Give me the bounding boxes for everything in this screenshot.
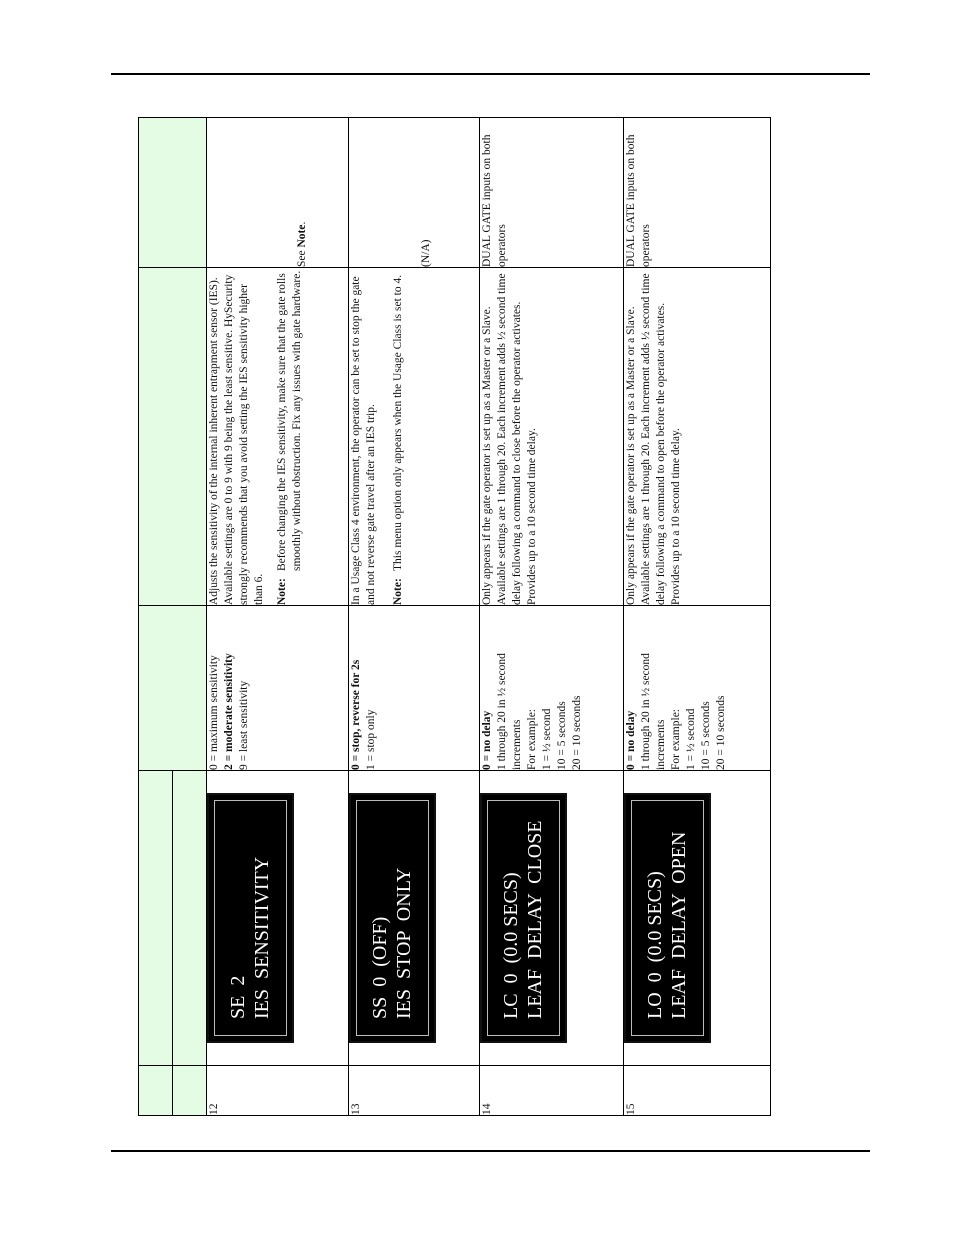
lcd-line-2: LEAF DELAY OPEN (668, 831, 690, 1019)
setting-option: 0 = maximum sensitivity (208, 655, 220, 770)
setting-default: 0 = no delay (625, 710, 637, 770)
description-cell: Only appears if the gate operator is set up as a Master or a Slave. Available settings are 1 through 20. Each increment adds ½ second time delay following a command to open before the operator activates. Provides up to a 10 second time delay. (624, 268, 771, 606)
note (275, 268, 305, 605)
menu-table-rotated (138, 118, 770, 1116)
header-cell-settings (139, 606, 207, 771)
note-text: Before changing the IES sensitivity, make sure that the gate rolls smoothly without obstruction. Fix any issues with gate hardware. (275, 270, 303, 571)
settings-cell (349, 606, 480, 771)
reference-prefix: See (296, 247, 308, 267)
description-text: Adjusts the sensitivity of the internal inherent entrapment sensor (IES). Available settings are 0 to 9 with 9 being the least sensitive. HySecurity strongly recommends that you avoid setting the IES sensitivity higher than 6. (208, 274, 265, 605)
lcd-line-2: IES SENSITIVITY (251, 856, 273, 1019)
lcd-display (624, 793, 711, 1043)
lcd-cell (624, 771, 771, 1066)
lcd-display (480, 793, 567, 1043)
lcd-line-2: LEAF DELAY CLOSE (524, 820, 546, 1019)
setting-option: 20 = 10 seconds (570, 695, 583, 770)
table-row (480, 118, 624, 1116)
table-row (624, 118, 771, 1116)
lcd-line-2: IES STOP ONLY (393, 867, 415, 1019)
description-cell: Only appears if the gate operator is set up as a Master or a Slave. Available settings are 1 through 20. Each increment adds ½ second time delay following a command to close before the operator activates. Provides up to a 10 second time delay. (480, 268, 624, 606)
lcd-cell (207, 771, 349, 1066)
setting-option: 10 = 5 seconds (555, 701, 568, 770)
settings-cell (207, 606, 349, 771)
row-number: 15 (624, 1066, 771, 1116)
setting-default: 0 = stop, reverse for 2s (350, 659, 362, 770)
header-cell-display (139, 771, 173, 1066)
header-cell-description (139, 268, 207, 606)
setting-option: 9 = least sensitivity (237, 680, 250, 770)
table-row (207, 118, 349, 1116)
description-cell (349, 268, 480, 606)
reference-cell: (N/A) (349, 118, 480, 268)
lcd-cell (349, 771, 480, 1066)
description-cell (207, 268, 349, 606)
header-cell-reference (139, 118, 207, 268)
lcd-line-1: LO 0 (0.0 SECS) (644, 871, 666, 1019)
header-rule (111, 73, 870, 75)
row-number: 14 (480, 1066, 624, 1116)
lcd-cell (480, 771, 624, 1066)
reference-note-link: Note (296, 224, 308, 248)
footer-rule (111, 1150, 870, 1152)
setting-option: 1 = ½ second (540, 708, 553, 770)
settings-cell (480, 606, 624, 771)
reference-cell: DUAL GATE inputs on both operators (480, 118, 624, 268)
reference-suffix: . (296, 221, 308, 225)
subheader-cell-display (173, 771, 207, 1066)
note-label: Note: (391, 578, 404, 605)
setting-option: 10 = 5 seconds (699, 701, 712, 770)
table-row (349, 118, 480, 1116)
lcd-line-1: SE 2 (227, 975, 249, 1019)
description-text: In a Usage Class 4 environment, the operator can be set to stop the gate and not reverse gate travel after an IES trip. (350, 276, 377, 605)
setting-default: 0 = no delay (481, 710, 493, 770)
header-cell-step (139, 1066, 173, 1116)
row-number: 13 (349, 1066, 480, 1116)
setting-default: 2 = moderate sensitivity (222, 653, 235, 770)
setting-option: For example: (669, 709, 682, 770)
setting-option: For example: (525, 709, 538, 770)
settings-cell (624, 606, 771, 771)
reference-cell (207, 118, 349, 268)
reference-cell: DUAL GATE inputs on both operators (624, 118, 771, 268)
lcd-line-1: SS 0 (OFF) (369, 916, 391, 1019)
lcd-display (207, 793, 294, 1043)
table-header-row (139, 118, 173, 1116)
note-label: Note: (275, 578, 288, 605)
row-number: 12 (207, 1066, 349, 1116)
setting-option: 1 through 20 in ½ second increments (495, 653, 523, 770)
lcd-display (349, 793, 436, 1043)
setting-option: 20 = 10 seconds (714, 695, 727, 770)
setting-option: 1 through 20 in ½ second increments (639, 653, 667, 770)
setting-option: 1 = stop only (364, 709, 377, 770)
setting-option: 1 = ½ second (684, 708, 697, 770)
lcd-line-1: LC 0 (0.0 SECS) (500, 872, 522, 1019)
note-text: This menu option only appears when the Usage Class is set to 4. (391, 274, 404, 571)
subheader-cell-step (173, 1066, 207, 1116)
menu-table (138, 117, 771, 1116)
note (391, 268, 406, 605)
